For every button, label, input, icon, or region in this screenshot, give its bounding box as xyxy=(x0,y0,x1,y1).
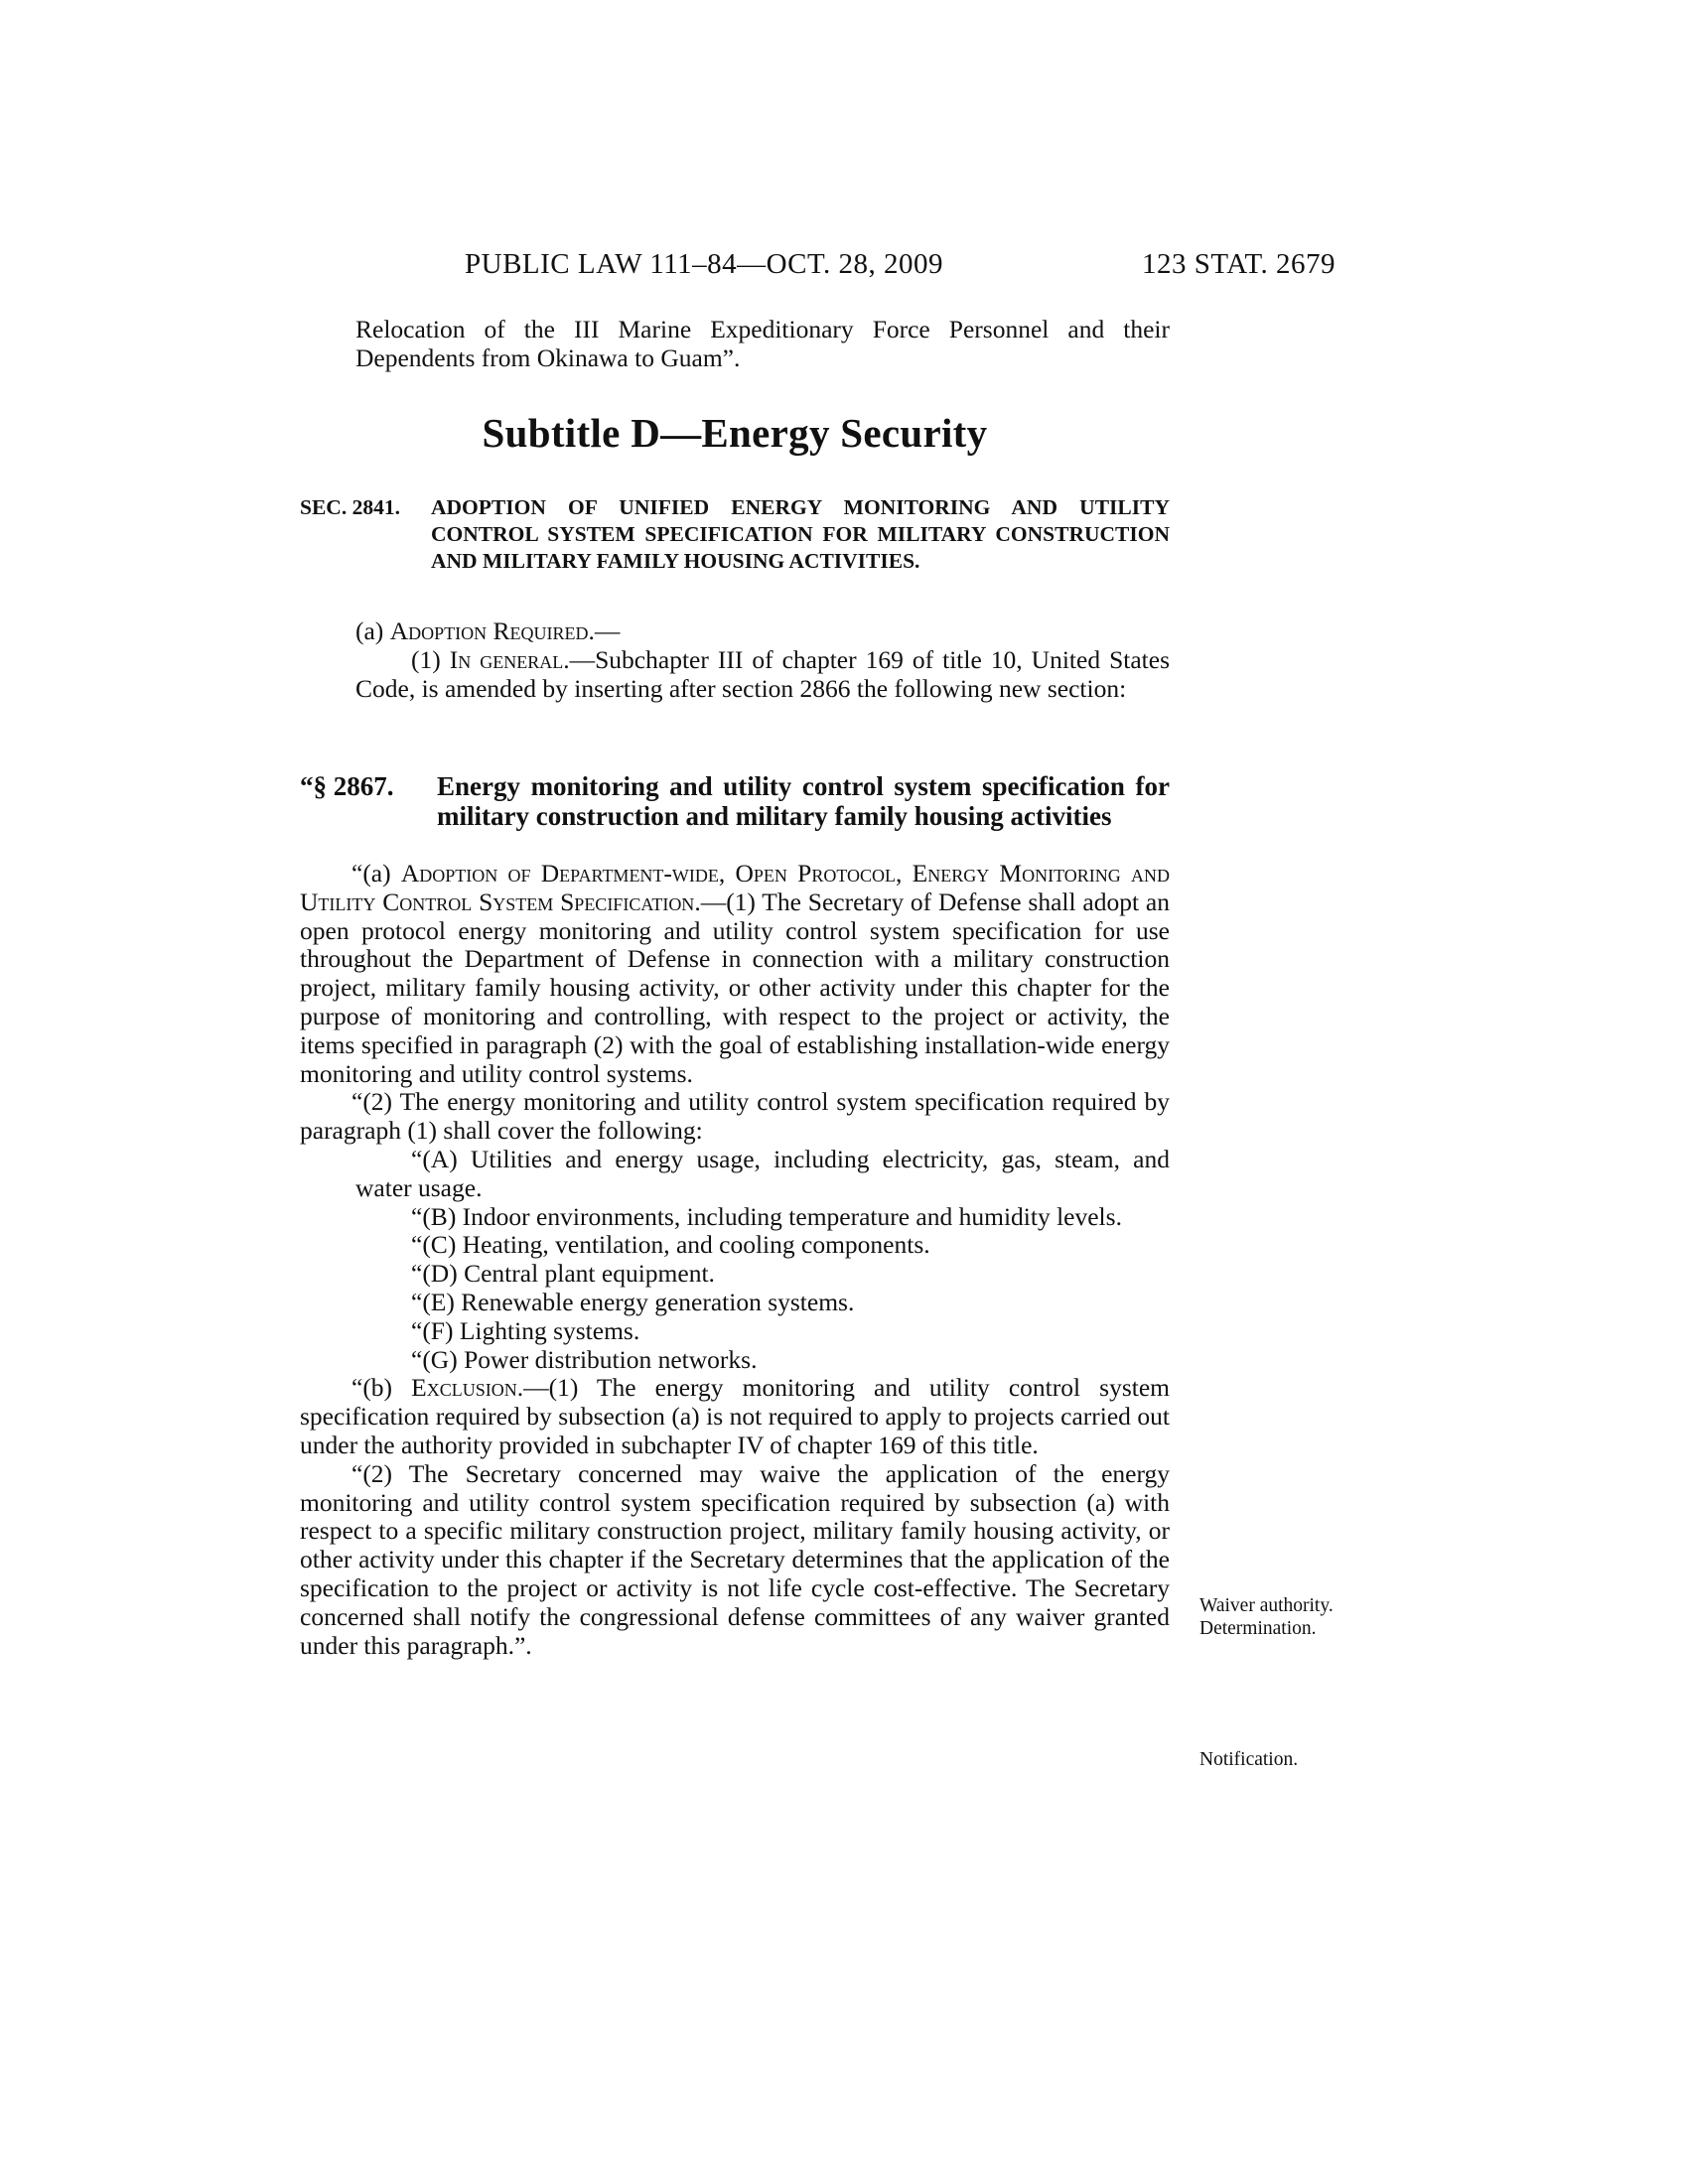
carryover-block xyxy=(300,316,1170,373)
section-title: ADOPTION OF UNIFIED ENERGY MONITORING AND UTILITY CONTROL SYSTEM SPECIFICATION FOR MILITARY CONSTRUCTION AND MILITARY FAMILY HOUSING ACTIVITIES. xyxy=(431,495,1170,573)
new-section-heading xyxy=(300,772,1170,831)
list-item: “(E) Renewable energy generation systems. xyxy=(411,1287,855,1316)
running-head: PUBLIC LAW 111–84—OCT. 28, 2009 xyxy=(465,248,944,280)
margin-note-waiver: Waiver authority. xyxy=(1199,1595,1334,1616)
margin-note-notification: Notification. xyxy=(1199,1749,1299,1770)
section-2867-body xyxy=(300,860,1170,1660)
subsection-a-heading: (a) Adoption Required.— xyxy=(355,616,621,645)
list-item: “(G) Power distribution networks. xyxy=(411,1344,758,1374)
subtitle-heading: Subtitle D—Energy Security xyxy=(482,410,988,456)
statute-citation: 123 STAT. 2679 xyxy=(1142,248,1336,280)
paragraph-1: (1) In general.—Subchapter III of chapter 169 of title 10, United States Code, is amended by inserting after section 2866 the following new section: xyxy=(355,644,1170,703)
section-label: SEC. 2841. xyxy=(300,495,400,519)
list-item: “(A) Utilities and energy usage, including electricity, gas, steam, and water usage. xyxy=(355,1144,1170,1202)
list-item: “(F) Lighting systems. xyxy=(411,1315,640,1345)
list-item: “(B) Indoor environments, including temperature and humidity levels. xyxy=(411,1201,1122,1231)
subsection-a-paragraph-2: “(2) The energy monitoring and utility control system specification required by paragraph (1) shall cover the following: xyxy=(300,1087,1170,1146)
new-section-title: Energy monitoring and utility control system specification for military construction and military family housing activities xyxy=(437,771,1170,831)
new-section-symbol: “§ 2867. xyxy=(300,771,394,801)
subsection-b-paragraph-2: “(2) The Secretary concerned may waive the application of the energy monitoring and utility control system specification required by subsection (a) with respect to a specific military construction project, military family housing activity, or other activity under this chapter if the Secretary determines that the application of the specification to the project or activity is not life cycle cost-effective. The Secretary concerned shall notify the congressional defense committees of any waiver granted under this paragraph.”. xyxy=(300,1458,1170,1660)
margin-note-determination: Determination. xyxy=(1199,1618,1317,1639)
carryover-text: Relocation of the III Marine Expeditionary Force Personnel and their Dependents from Okinawa to Guam”. xyxy=(355,315,1170,372)
list-item: “(D) Central plant equipment. xyxy=(411,1259,715,1289)
subsection-a-text: “(a) Adoption of Department-wide, Open Protocol, Energy Monitoring and Utility Control System Specification.—(1) The Secretary of Defense shall adopt an open protocol energy monitoring and utility control system specification for use throughout the Department of Defense in connection with a military construction project, military family housing activity, or other activity under this chapter for the purpose of monitoring and controlling, with respect to the project or activity, the items specified in paragraph (2) with the goal of establishing installation-wide energy monitoring and utility control systems. xyxy=(300,859,1170,1088)
subsection-a-block xyxy=(300,617,1170,703)
subsection-b-text: “(b) Exclusion.—(1) The energy monitoring and utility control system specification required by subsection (a) is not required to apply to projects carried out under the authority provided in subchapter IV of chapter 169 of this title. xyxy=(300,1373,1170,1459)
section-heading xyxy=(300,494,1170,575)
list-item: “(C) Heating, ventilation, and cooling components. xyxy=(411,1230,930,1260)
